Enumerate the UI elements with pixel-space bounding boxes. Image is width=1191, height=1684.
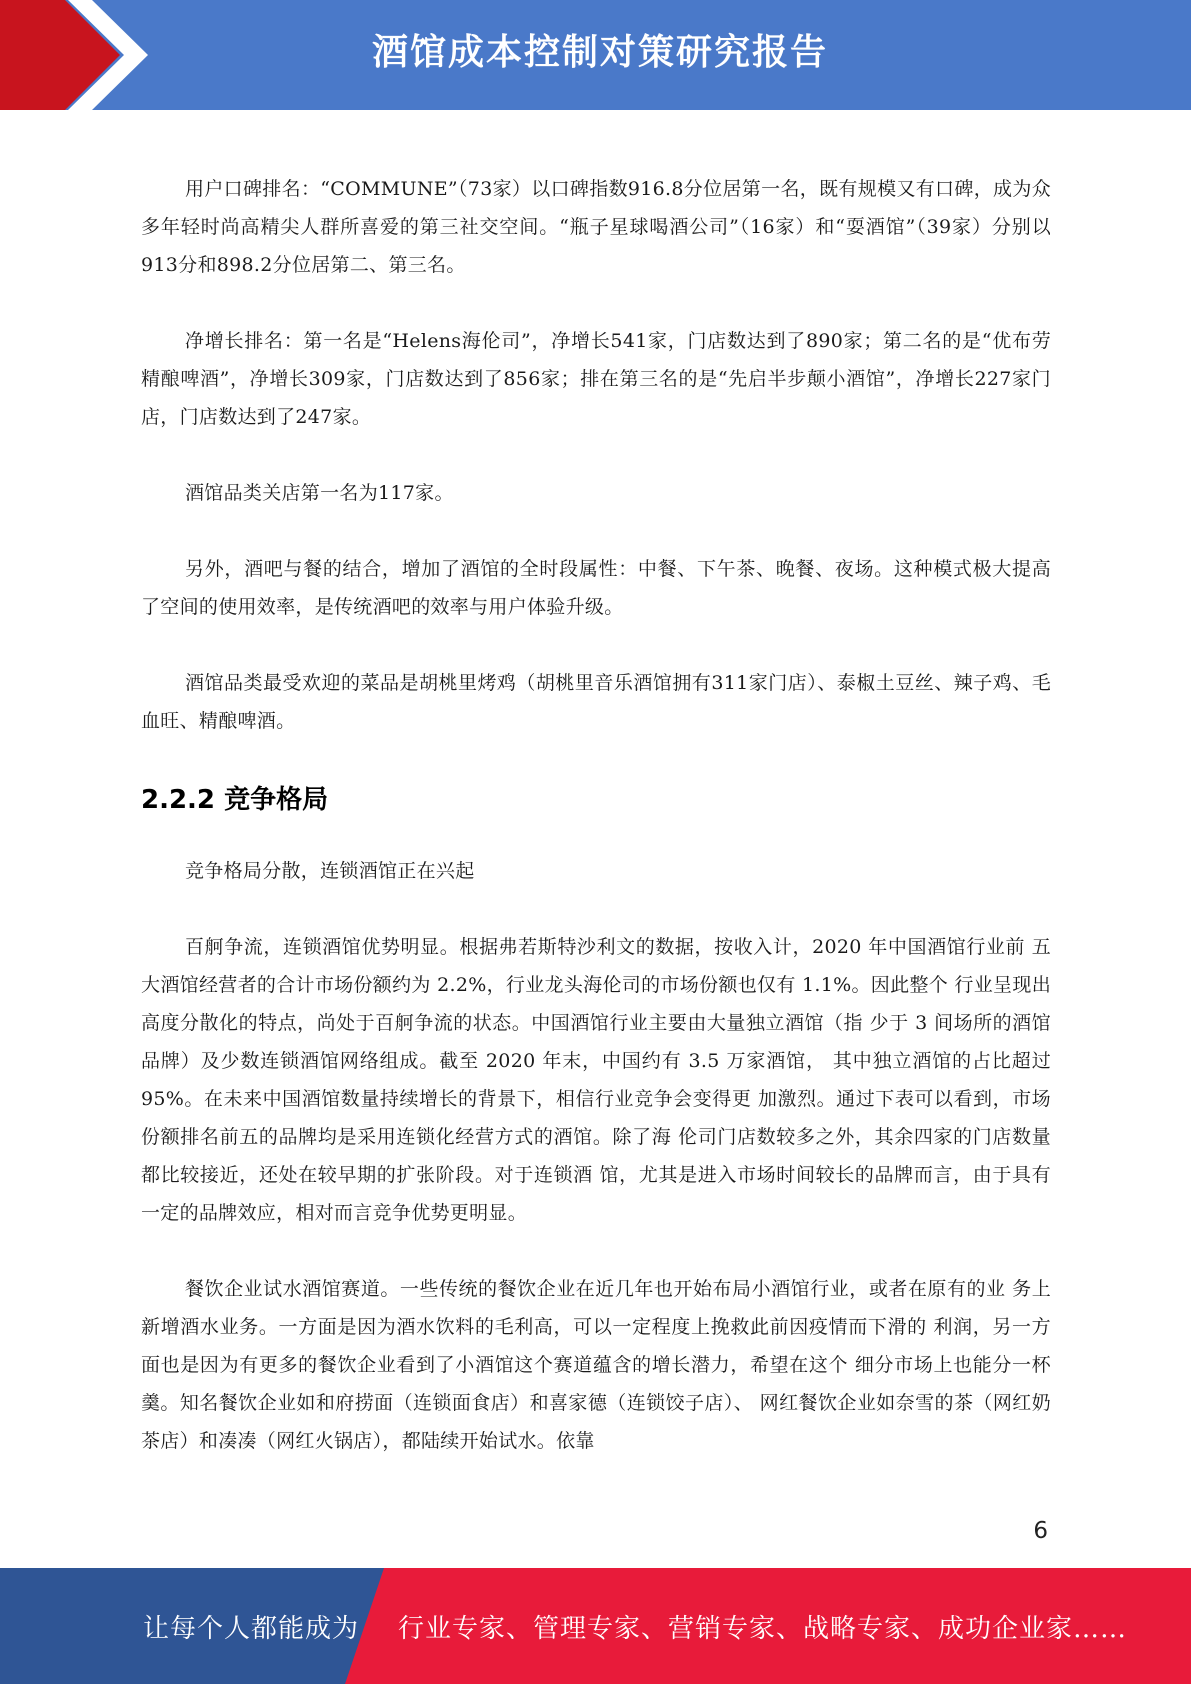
- footer-banner: [0, 1568, 1191, 1684]
- section-heading: 2.2.2 竞争格局: [141, 785, 329, 815]
- document-title: 酒馆成本控制对策研究报告: [371, 32, 828, 73]
- paragraph-net-growth-ranking: 净增长排名：第一名是“Helens海伦司”，净增长541家，门店数达到了890家；第二名的是“优布劳精酿啤酒”，净增长309家，门店数达到了856家；排在第三名的是“先启半步颠小酒馆”，净增长227家门店，门店数达到了247家。: [141, 330, 1051, 428]
- page-number: 6: [1033, 1518, 1048, 1544]
- paragraph-competition-summary: 竞争格局分散，连锁酒馆正在兴起: [185, 860, 475, 882]
- paragraph-closures: 酒馆品类关店第一名为117家。: [185, 482, 454, 504]
- chevron-arrow-icon: [0, 0, 160, 110]
- paragraph-chain-advantage: 百舸争流，连锁酒馆优势明显。根据弗若斯特沙利文的数据，按收入计，2020 年中国酒馆行业前 五大酒馆经营者的合计市场份额约为 2.2%，行业龙头海伦司的市场份额也仅有 1.1%。因此整个 行业呈现出高度分散化的特点，尚处于百舸争流的状态。中国酒馆行业主要由大量独立酒馆（指 少于 3 间场所的酒馆品牌）及少数连锁酒馆网络组成。截至 2020 年末，中国约有 3.5 万家酒馆， 其中独立酒馆的占比超过 95%。在未来中国酒馆数量持续增长的背景下，相信行业竞争会变得更 加激烈。通过下表可以看到，市场份额排名前五的品牌均是采用连锁化经营方式的酒馆。除了海 伦司门店数较多之外，其余四家的门店数量都比较接近，还处在较早期的扩张阶段。对于连锁酒 馆，尤其是进入市场时间较长的品牌而言，由于具有一定的品牌效应，相对而言竞争优势更明显。: [141, 936, 1051, 1224]
- paragraph-user-rating-ranking: 用户口碑排名：“COMMUNE”（73家）以口碑指数916.8分位居第一名，既有规模又有口碑，成为众多年轻时尚高精尖人群所喜爱的第三社交空间。“瓶子星球喝酒公司”（16家）和“耍酒馆”（39家）分别以913分和898.2分位居第二、第三名。: [141, 178, 1051, 276]
- paragraph-dining-combination: 另外，酒吧与餐的结合，增加了酒馆的全时段属性：中餐、下午茶、晚餐、夜场。这种模式极大提高了空间的使用效率，是传统酒吧的效率与用户体验升级。: [141, 558, 1051, 618]
- footer-slogan-right: 行业专家、管理专家、营销专家、战略专家、成功企业家……: [398, 1614, 1128, 1644]
- paragraph-popular-dishes: 酒馆品类最受欢迎的菜品是胡桃里烤鸡（胡桃里音乐酒馆拥有311家门店）、泰椒土豆丝、辣子鸡、毛血旺、精酿啤酒。: [141, 672, 1051, 732]
- main-content: [141, 170, 1051, 1498]
- footer-slogan-left: 让每个人都能成为: [143, 1614, 360, 1644]
- paragraph-catering-entry: 餐饮企业试水酒馆赛道。一些传统的餐饮企业在近几年也开始布局小酒馆行业，或者在原有的业 务上新增酒水业务。一方面是因为酒水饮料的毛利高，可以一定程度上挽救此前因疫情而下滑的 利润，另一方面也是因为有更多的餐饮企业看到了小酒馆这个赛道蕴含的增长潜力，希望在这个 细分市场上也能分一杯羹。知名餐饮企业如和府捞面（连锁面食店）和喜家德（连锁饺子店）、 网红餐饮企业如奈雪的茶（网红奶茶店）和凑凑（网红火锅店），都陆续开始试水。依靠: [141, 1278, 1051, 1452]
- header-banner: [0, 0, 1191, 110]
